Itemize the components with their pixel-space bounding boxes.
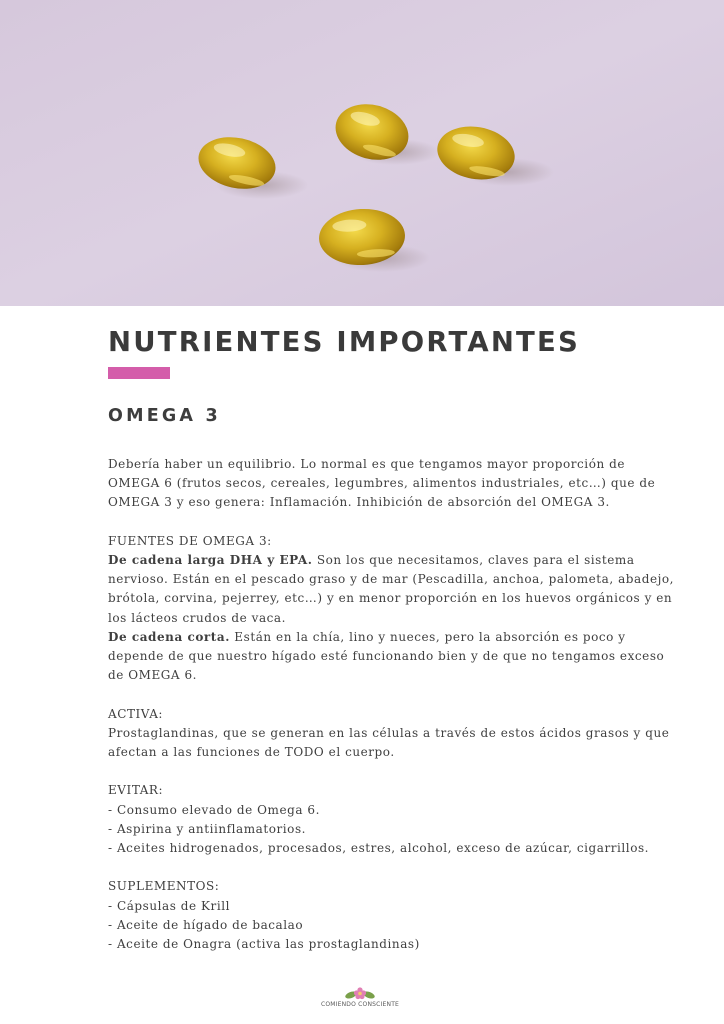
title-accent-bar bbox=[108, 367, 170, 379]
avoid-heading: EVITAR: bbox=[108, 783, 164, 798]
list-item: - Aceite de Onagra (activa las prostaglandinas) bbox=[108, 937, 420, 952]
list-item: - Aceite de hígado de bacalao bbox=[108, 917, 304, 932]
hero-image bbox=[0, 0, 724, 306]
short-chain-label: De cadena corta. bbox=[108, 629, 230, 644]
page-title: NUTRIENTES IMPORTANTES bbox=[108, 326, 580, 358]
section-subtitle: OMEGA 3 bbox=[108, 406, 221, 426]
flower-leaves-logo-icon bbox=[343, 986, 377, 1000]
logo-text: COMIENDO CONSCIENTE bbox=[320, 1001, 400, 1008]
content-body bbox=[108, 455, 678, 954]
long-chain-paragraph bbox=[108, 551, 678, 628]
short-chain-text: Están en la chía, lino y nueces, pero la absorción es poco y depende de que nuestro hígado esté funcionando bien y de que no tengamos exceso de OMEGA 6. bbox=[108, 629, 665, 683]
list-item: - Consumo elevado de Omega 6. bbox=[108, 802, 320, 817]
long-chain-text: Son los que necesitamos, claves para el sistema nervioso. Están en el pescado graso y de mar (Pescadilla, anchoa, palometa, abadejo, brótola, corvina, pejerrey, etc…) y en menor proporción en los huevos orgánicos y en los lácteos crudos de vaca. bbox=[108, 553, 675, 625]
long-chain-label: De cadena larga DHA y EPA. bbox=[108, 553, 313, 567]
omega-3-capsules-photo bbox=[0, 0, 724, 306]
list-item: - Aceites hidrogenados, procesados, estres, alcohol, exceso de azúcar, cigarrillos. bbox=[108, 841, 650, 856]
footer-logo bbox=[310, 986, 410, 1016]
intro-paragraph: Debería haber un equilibrio. Lo normal es que tengamos mayor proporción de OMEGA 6 (frutos secos, cereales, legumbres, alimentos industriales, etc…) que de OMEGA 3 y eso genera: Inflamación. Inhibición de absorción del OMEGA 3. bbox=[108, 457, 656, 510]
list-item: - Cápsulas de Krill bbox=[108, 898, 231, 913]
list-item: - Aspirina y antiinflamatorios. bbox=[108, 821, 307, 836]
activates-heading: ACTIVA: bbox=[108, 706, 164, 721]
short-chain-paragraph bbox=[108, 628, 678, 686]
activates-text: Prostaglandinas, que se generan en las células a través de estos ácidos grasos y que afectan a las funciones de TODO el cuerpo. bbox=[108, 725, 670, 760]
supplements-heading: SUPLEMENTOS: bbox=[108, 879, 220, 894]
sources-heading: FUENTES DE OMEGA 3: bbox=[108, 533, 272, 548]
